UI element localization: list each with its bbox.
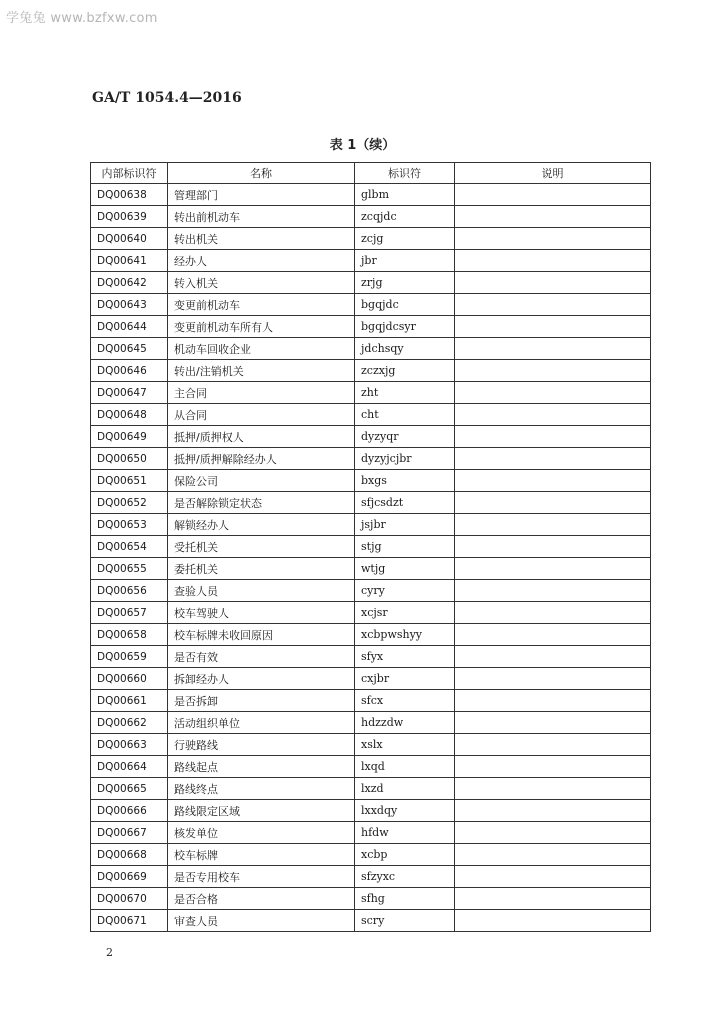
column-header-identifier: 标识符: [355, 163, 455, 184]
cell-internal-id: DQ00648: [91, 404, 168, 426]
cell-description: [455, 272, 651, 294]
cell-internal-id: DQ00658: [91, 624, 168, 646]
table-row: [91, 910, 651, 932]
cell-description: [455, 822, 651, 844]
cell-identifier: jsjbr: [355, 514, 455, 536]
cell-description: [455, 470, 651, 492]
cell-name: 核发单位: [168, 822, 355, 844]
cell-identifier: bgqjdcsyr: [355, 316, 455, 338]
cell-identifier: glbm: [355, 184, 455, 206]
table-row: [91, 646, 651, 668]
cell-description: [455, 646, 651, 668]
table-caption: 表 1（续）: [329, 138, 396, 153]
table-row: [91, 668, 651, 690]
cell-name: 变更前机动车: [168, 294, 355, 316]
page-number: 2: [106, 946, 113, 959]
cell-identifier: hfdw: [355, 822, 455, 844]
cell-identifier: xcjsr: [355, 602, 455, 624]
column-header-name: 名称: [168, 163, 355, 184]
cell-internal-id: DQ00641: [91, 250, 168, 272]
cell-identifier: jdchsqy: [355, 338, 455, 360]
cell-internal-id: DQ00656: [91, 580, 168, 602]
cell-identifier: zcqjdc: [355, 206, 455, 228]
data-element-table: [90, 162, 651, 932]
cell-name: 主合同: [168, 382, 355, 404]
cell-identifier: lxqd: [355, 756, 455, 778]
table-row: [91, 800, 651, 822]
table-row: [91, 690, 651, 712]
cell-identifier: cxjbr: [355, 668, 455, 690]
table-row: [91, 756, 651, 778]
table-row: [91, 228, 651, 250]
cell-name: 是否解除锁定状态: [168, 492, 355, 514]
cell-identifier: hdzzdw: [355, 712, 455, 734]
cell-description: [455, 514, 651, 536]
table-row: [91, 426, 651, 448]
cell-name: 路线限定区域: [168, 800, 355, 822]
cell-internal-id: DQ00649: [91, 426, 168, 448]
cell-description: [455, 492, 651, 514]
cell-identifier: sfyx: [355, 646, 455, 668]
cell-identifier: stjg: [355, 536, 455, 558]
cell-name: 校车标牌未收回原因: [168, 624, 355, 646]
cell-identifier: sfzyxc: [355, 866, 455, 888]
cell-name: 解锁经办人: [168, 514, 355, 536]
cell-name: 保险公司: [168, 470, 355, 492]
cell-identifier: jbr: [355, 250, 455, 272]
cell-internal-id: DQ00659: [91, 646, 168, 668]
cell-internal-id: DQ00638: [91, 184, 168, 206]
cell-name: 审查人员: [168, 910, 355, 932]
cell-name: 管理部门: [168, 184, 355, 206]
table-row: [91, 316, 651, 338]
cell-identifier: dyzyqr: [355, 426, 455, 448]
cell-internal-id: DQ00653: [91, 514, 168, 536]
cell-internal-id: DQ00645: [91, 338, 168, 360]
cell-name: 抵押/质押权人: [168, 426, 355, 448]
cell-description: [455, 536, 651, 558]
cell-identifier: sfhg: [355, 888, 455, 910]
cell-name: 变更前机动车所有人: [168, 316, 355, 338]
cell-internal-id: DQ00671: [91, 910, 168, 932]
table-row: [91, 360, 651, 382]
cell-name: 受托机关: [168, 536, 355, 558]
cell-description: [455, 316, 651, 338]
table-row: [91, 206, 651, 228]
cell-identifier: cht: [355, 404, 455, 426]
table-row: [91, 844, 651, 866]
cell-identifier: xcbpwshyy: [355, 624, 455, 646]
cell-identifier: xslx: [355, 734, 455, 756]
cell-internal-id: DQ00661: [91, 690, 168, 712]
table-row: [91, 888, 651, 910]
cell-description: [455, 888, 651, 910]
table-row: [91, 822, 651, 844]
table-row: [91, 448, 651, 470]
cell-identifier: cyry: [355, 580, 455, 602]
table-row: [91, 536, 651, 558]
cell-internal-id: DQ00667: [91, 822, 168, 844]
site-watermark: 学兔兔 www.bzfxw.com: [6, 11, 158, 26]
cell-internal-id: DQ00654: [91, 536, 168, 558]
cell-internal-id: DQ00650: [91, 448, 168, 470]
cell-internal-id: DQ00643: [91, 294, 168, 316]
cell-internal-id: DQ00652: [91, 492, 168, 514]
cell-description: [455, 910, 651, 932]
cell-name: 是否合格: [168, 888, 355, 910]
cell-description: [455, 624, 651, 646]
cell-identifier: scry: [355, 910, 455, 932]
cell-description: [455, 690, 651, 712]
cell-description: [455, 712, 651, 734]
cell-identifier: lxzd: [355, 778, 455, 800]
cell-internal-id: DQ00665: [91, 778, 168, 800]
cell-identifier: zczxjg: [355, 360, 455, 382]
cell-description: [455, 184, 651, 206]
cell-internal-id: DQ00644: [91, 316, 168, 338]
cell-description: [455, 294, 651, 316]
cell-name: 查验人员: [168, 580, 355, 602]
cell-name: 机动车回收企业: [168, 338, 355, 360]
cell-description: [455, 800, 651, 822]
cell-identifier: sfjcsdzt: [355, 492, 455, 514]
cell-name: 转出机关: [168, 228, 355, 250]
cell-identifier: xcbp: [355, 844, 455, 866]
cell-description: [455, 866, 651, 888]
cell-name: 是否有效: [168, 646, 355, 668]
table-header-row: [91, 163, 651, 184]
table-row: [91, 184, 651, 206]
cell-description: [455, 668, 651, 690]
cell-internal-id: DQ00640: [91, 228, 168, 250]
cell-description: [455, 404, 651, 426]
cell-internal-id: DQ00651: [91, 470, 168, 492]
cell-name: 路线起点: [168, 756, 355, 778]
cell-name: 委托机关: [168, 558, 355, 580]
cell-description: [455, 338, 651, 360]
cell-name: 抵押/质押解除经办人: [168, 448, 355, 470]
cell-description: [455, 580, 651, 602]
cell-internal-id: DQ00639: [91, 206, 168, 228]
cell-identifier: zrjg: [355, 272, 455, 294]
cell-internal-id: DQ00660: [91, 668, 168, 690]
cell-identifier: wtjg: [355, 558, 455, 580]
table-row: [91, 624, 651, 646]
cell-internal-id: DQ00668: [91, 844, 168, 866]
table-row: [91, 492, 651, 514]
cell-name: 活动组织单位: [168, 712, 355, 734]
cell-name: 是否拆卸: [168, 690, 355, 712]
cell-description: [455, 448, 651, 470]
cell-identifier: sfcx: [355, 690, 455, 712]
column-header-description: 说明: [455, 163, 651, 184]
table-row: [91, 580, 651, 602]
cell-internal-id: DQ00663: [91, 734, 168, 756]
cell-identifier: bxgs: [355, 470, 455, 492]
cell-description: [455, 250, 651, 272]
cell-description: [455, 228, 651, 250]
cell-name: 路线终点: [168, 778, 355, 800]
table-row: [91, 272, 651, 294]
cell-identifier: zcjg: [355, 228, 455, 250]
cell-description: [455, 426, 651, 448]
table-row: [91, 338, 651, 360]
cell-name: 转出/注销机关: [168, 360, 355, 382]
cell-description: [455, 778, 651, 800]
cell-internal-id: DQ00664: [91, 756, 168, 778]
cell-identifier: dyzyjcjbr: [355, 448, 455, 470]
cell-internal-id: DQ00657: [91, 602, 168, 624]
table-row: [91, 250, 651, 272]
cell-internal-id: DQ00666: [91, 800, 168, 822]
cell-name: 拆卸经办人: [168, 668, 355, 690]
cell-description: [455, 558, 651, 580]
table-row: [91, 778, 651, 800]
standard-code-header: GA/T 1054.4—2016: [92, 90, 242, 106]
cell-description: [455, 206, 651, 228]
cell-identifier: bgqjdc: [355, 294, 455, 316]
cell-name: 从合同: [168, 404, 355, 426]
cell-internal-id: DQ00646: [91, 360, 168, 382]
table-row: [91, 866, 651, 888]
cell-description: [455, 756, 651, 778]
table-row: [91, 470, 651, 492]
table-row: [91, 514, 651, 536]
cell-description: [455, 360, 651, 382]
table-row: [91, 602, 651, 624]
cell-internal-id: DQ00655: [91, 558, 168, 580]
table-row: [91, 712, 651, 734]
cell-description: [455, 382, 651, 404]
cell-internal-id: DQ00670: [91, 888, 168, 910]
cell-name: 经办人: [168, 250, 355, 272]
table-row: [91, 382, 651, 404]
cell-description: [455, 734, 651, 756]
table-row: [91, 294, 651, 316]
cell-identifier: lxxdqy: [355, 800, 455, 822]
cell-identifier: zht: [355, 382, 455, 404]
cell-name: 校车标牌: [168, 844, 355, 866]
table-row: [91, 404, 651, 426]
cell-description: [455, 844, 651, 866]
cell-name: 是否专用校车: [168, 866, 355, 888]
cell-internal-id: DQ00669: [91, 866, 168, 888]
cell-internal-id: DQ00647: [91, 382, 168, 404]
cell-name: 校车驾驶人: [168, 602, 355, 624]
cell-name: 行驶路线: [168, 734, 355, 756]
column-header-internal-id: 内部标识符: [91, 163, 168, 184]
cell-description: [455, 602, 651, 624]
table-row: [91, 558, 651, 580]
table-body: [91, 184, 651, 932]
cell-internal-id: DQ00662: [91, 712, 168, 734]
table-row: [91, 734, 651, 756]
cell-name: 转入机关: [168, 272, 355, 294]
cell-internal-id: DQ00642: [91, 272, 168, 294]
cell-name: 转出前机动车: [168, 206, 355, 228]
